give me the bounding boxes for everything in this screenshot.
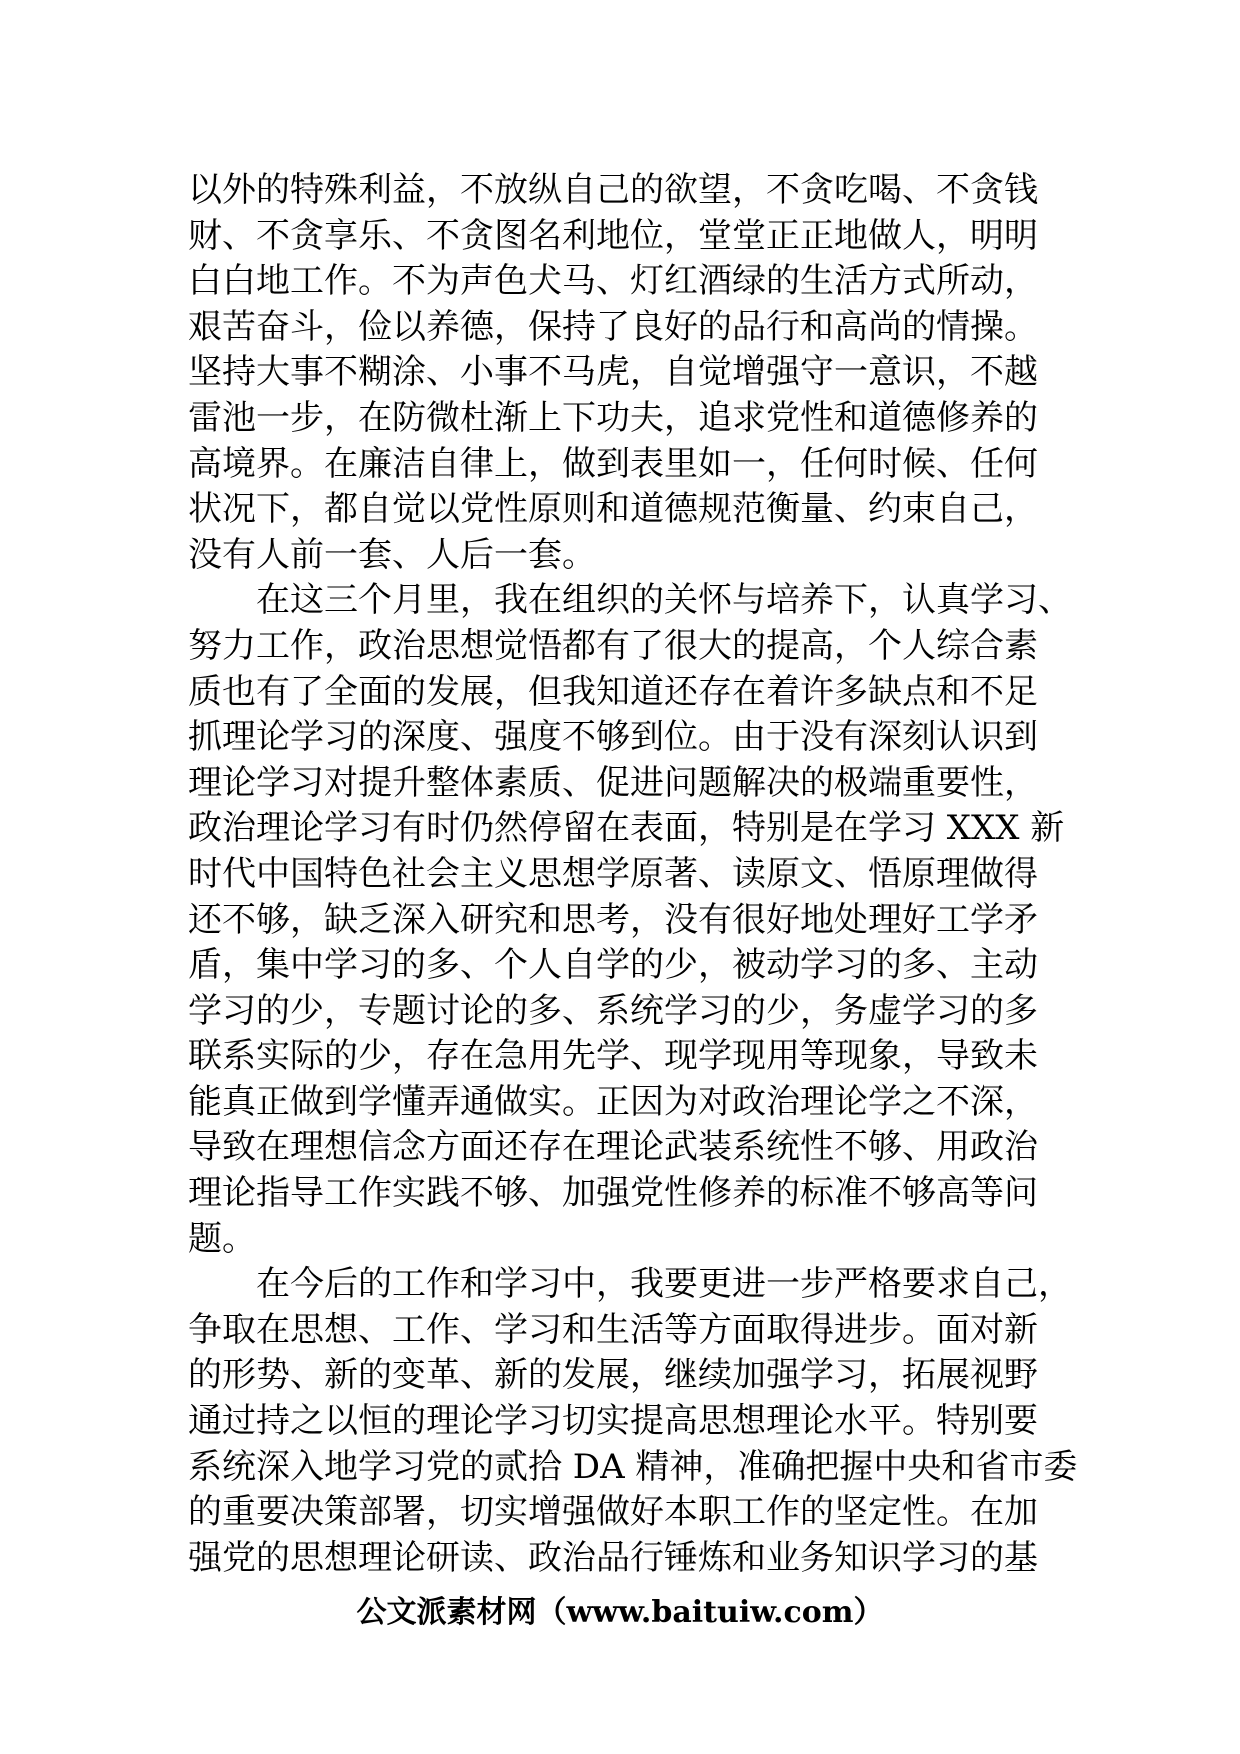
text-line: 争取在思想、工作、学习和生活等方面取得进步。面对新 <box>188 1309 1038 1350</box>
text-line: 盾，集中学习的多、个人自学的少，被动学习的多、主动 <box>188 945 1038 986</box>
text-line: 学习的少，专题讨论的多、系统学习的少，务虚学习的多 <box>188 990 1038 1031</box>
text-line: 题。 <box>188 1218 256 1259</box>
text-line: 质也有了全面的发展，但我知道还存在着许多缺点和不足 <box>188 671 1038 712</box>
text-line: 财、不贪享乐、不贪图名利地位，堂堂正正地做人，明明 <box>188 215 1038 256</box>
text-line: 能真正做到学懂弄通做实。正因为对政治理论学之不深， <box>188 1081 1038 1122</box>
text-line: 通过持之以恒的理论学习切实提高思想理论水平。特别要 <box>188 1401 1038 1442</box>
text-line: 的重要决策部署，切实增强做好本职工作的坚定性。在加 <box>188 1492 1038 1533</box>
text-line: 政治理论学习有时仍然停留在表面，特别是在学习 XXX 新 <box>188 808 1065 849</box>
text-line: 系统深入地学习党的贰拾 DA 精神，准确把握中央和省市委 <box>188 1446 1078 1487</box>
text-line: 努力工作，政治思想觉悟都有了很大的提高，个人综合素 <box>188 625 1038 666</box>
text-line: 高境界。在廉洁自律上，做到表里如一，任何时候、任何 <box>188 443 1038 484</box>
text-line: 理论指导工作实践不够、加强党性修养的标准不够高等问 <box>188 1173 1038 1214</box>
text-line: 理论学习对提升整体素质、促进问题解决的极端重要性， <box>188 762 1038 803</box>
text-line: 白白地工作。不为声色犬马、灯红酒绿的生活方式所动， <box>188 261 1038 302</box>
text-line: 时代中国特色社会主义思想学原著、读原文、悟原理做得 <box>188 853 1038 894</box>
text-line: 的形势、新的变革、新的发展，继续加强学习，拓展视野 <box>188 1355 1038 1396</box>
document-body <box>188 168 1078 1581</box>
text-line: 强党的思想理论研读、政治品行锤炼和业务知识学习的基 <box>188 1537 1038 1578</box>
text-line: 艰苦奋斗，俭以养德，保持了良好的品行和高尚的情操。 <box>188 306 1038 347</box>
text-line: 抓理论学习的深度、强度不够到位。由于没有深刻认识到 <box>188 717 1038 758</box>
text-line: 状况下，都自觉以党性原则和道德规范衡量、约束自己， <box>188 489 1038 530</box>
text-line: 雷池一步，在防微杜渐上下功夫，追求党性和道德修养的 <box>188 397 1038 438</box>
text-line: 导致在理想信念方面还存在理论武装系统性不够、用政治 <box>188 1127 1038 1168</box>
text-line: 没有人前一套、人后一套。 <box>188 534 596 575</box>
text-line: 坚持大事不糊涂、小事不马虎，自觉增强守一意识，不越 <box>188 352 1038 393</box>
text-line: 还不够，缺乏深入研究和思考，没有很好地处理好工学矛 <box>188 899 1038 940</box>
text-line: 以外的特殊利益，不放纵自己的欲望，不贪吃喝、不贪钱 <box>188 170 1038 210</box>
text-line: 联系实际的少，存在急用先学、现学现用等现象，导致未 <box>188 1036 1038 1077</box>
page-footer: 公文派素材网（www.baituiw.com） <box>356 1595 884 1630</box>
paragraph-first-line: 在今后的工作和学习中，我要更进一步严格要求自己， <box>256 1264 1072 1305</box>
paragraph-first-line: 在这三个月里，我在组织的关怀与培养下，认真学习、 <box>256 580 1072 621</box>
